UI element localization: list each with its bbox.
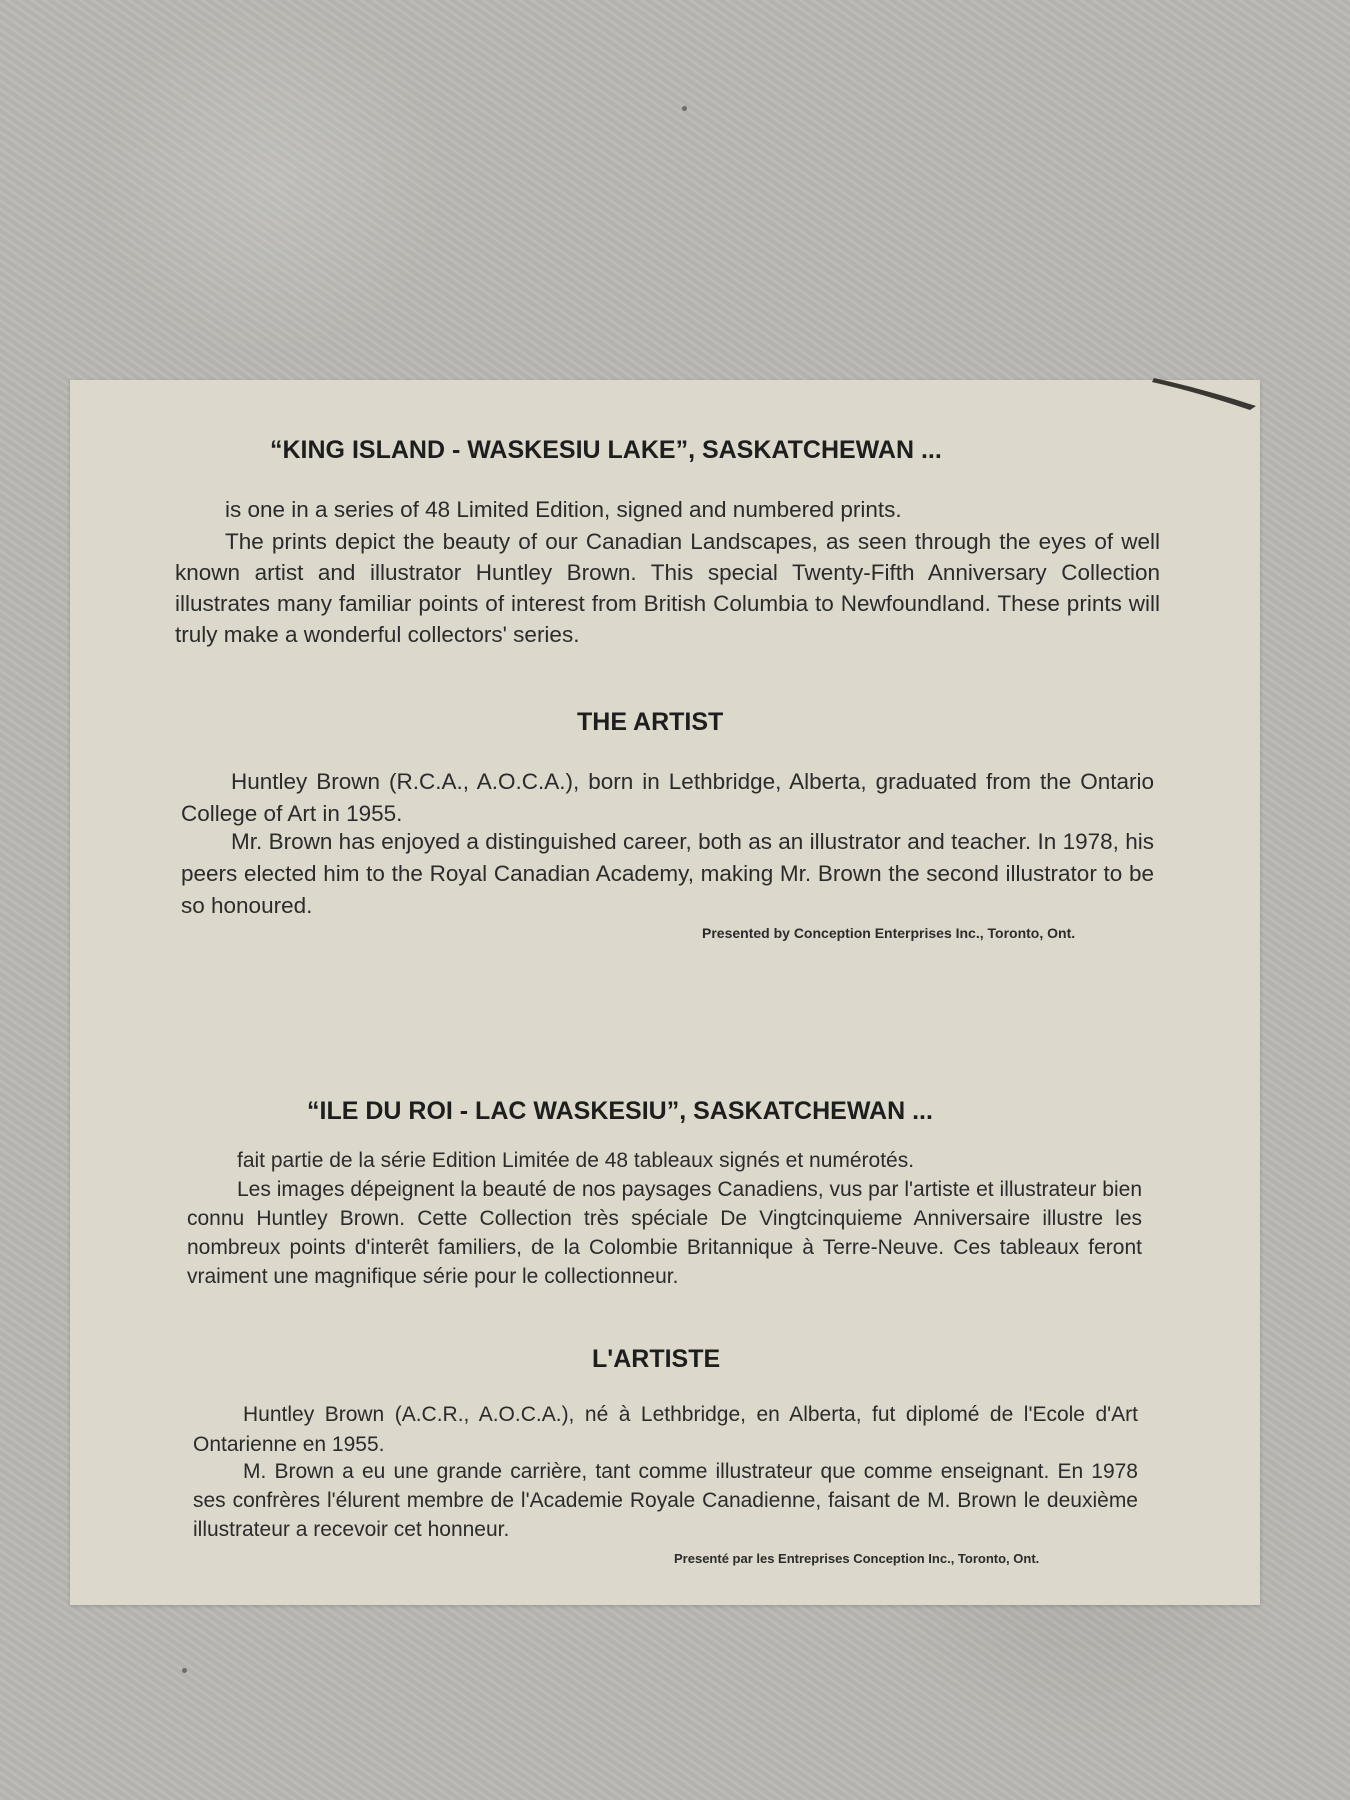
english-artist-bio-1-text: Huntley Brown (R.C.A., A.O.C.A.), born in Lethbridge, Alberta, graduated from the Ontario College of Art in 1955. xyxy=(181,769,1154,826)
pin-hole-bottom xyxy=(182,1668,187,1673)
english-intro-text: is one in a series of 48 Limited Edition, signed and numbered prints. xyxy=(225,497,902,522)
french-intro xyxy=(187,1146,1142,1176)
english-intro xyxy=(175,494,1160,526)
english-artist-bio-1 xyxy=(181,766,1154,830)
french-artist-bio-2 xyxy=(193,1457,1138,1544)
french-artist-bio-1 xyxy=(193,1400,1138,1460)
french-intro-text: fait partie de la série Edition Limitée de 48 tableaux signés et numérotés. xyxy=(237,1149,915,1172)
french-title: “ILE DU ROI - LAC WASKESIU”, SASKATCHEWAN ... xyxy=(307,1097,933,1125)
french-description-text: Les images dépeignent la beauté de nos paysages Canadiens, vus par l'artiste et illustrateur bien connu Huntley Brown. Cette Collection très spéciale De Vingtcinquieme Anniversaire illustre les nombreux points d'interêt familiers, de la Colombie Britannique à Terre-Neuve. Ces tableaux feront vraiment une magnifique série pour le collectionneur. xyxy=(187,1178,1142,1288)
french-credit: Presenté par les Entreprises Conception Inc., Toronto, Ont. xyxy=(674,1551,1040,1566)
french-artist-heading: L'ARTISTE xyxy=(592,1345,721,1373)
pin-hole-top xyxy=(682,106,687,111)
french-description xyxy=(187,1175,1142,1291)
english-artist-heading: THE ARTIST xyxy=(577,708,724,736)
paper-curl-mark xyxy=(1150,376,1262,412)
english-artist-bio-2-text: Mr. Brown has enjoyed a distinguished career, both as an illustrator and teacher. In 1978, his peers elected him to the Royal Canadian Academy, making Mr. Brown the second illustrator to be so honoured. xyxy=(181,829,1154,918)
english-description-text: The prints depict the beauty of our Canadian Landscapes, as seen through the eyes of well known artist and illustrator Huntley Brown. This special Twenty-Fifth Anniversary Collection illustrates many familiar points of interest from British Columbia to Newfoundland. These prints will truly make a wonderful collectors' series. xyxy=(175,529,1160,647)
english-description xyxy=(175,526,1160,650)
french-artist-bio-2-text: M. Brown a eu une grande carrière, tant comme illustrateur que comme enseignant. En 1978 ses confrères l'élurent membre de l'Academie Royale Canadienne, faisant de M. Brown le deuxième illustrateur a recevoir cet honneur. xyxy=(193,1460,1138,1541)
french-artist-bio-1-text: Huntley Brown (A.C.R., A.O.C.A.), né à Lethbridge, en Alberta, fut diplomé de l'Ecole d'Art Ontarienne en 1955. xyxy=(193,1403,1138,1456)
english-credit: Presented by Conception Enterprises Inc., Toronto, Ont. xyxy=(702,925,1076,941)
english-artist-bio-2 xyxy=(181,826,1154,922)
english-title: “KING ISLAND - WASKESIU LAKE”, SASKATCHEWAN ... xyxy=(270,436,942,464)
